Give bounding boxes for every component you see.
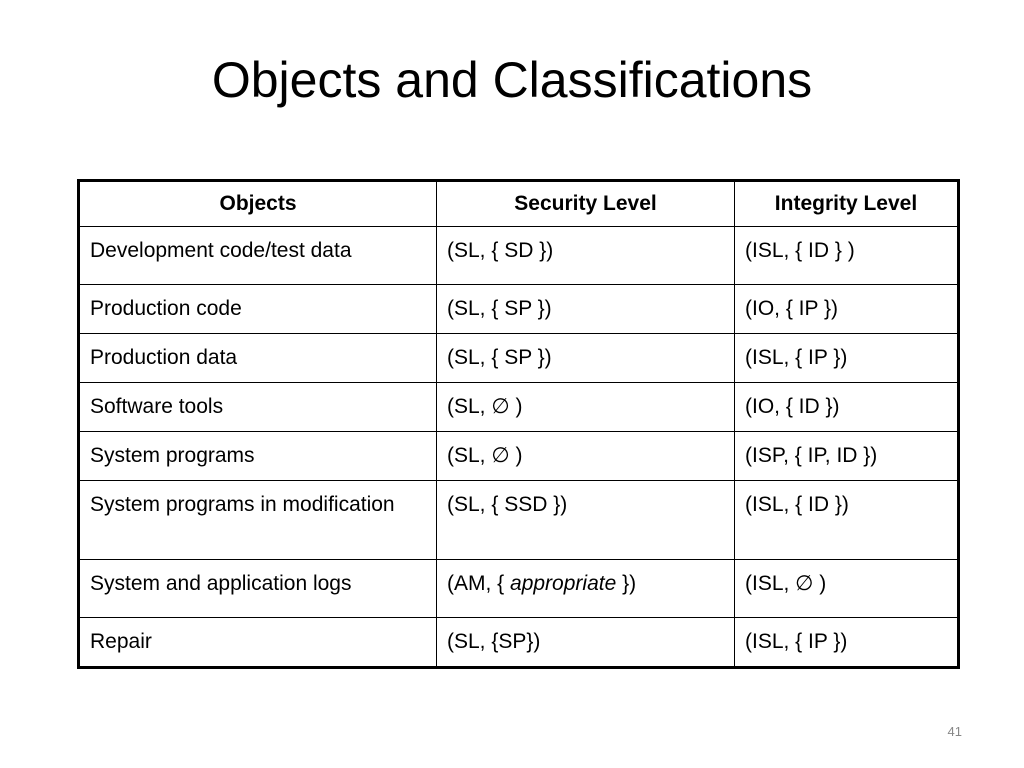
integrity-cell: (ISL, { IP }) — [735, 334, 959, 383]
security-cell: (SL, ∅ ) — [437, 383, 735, 432]
integrity-cell: (IO, { IP }) — [735, 285, 959, 334]
security-prefix: (AM, { — [447, 572, 511, 595]
object-cell: Production data — [79, 334, 437, 383]
table-row — [79, 560, 959, 618]
object-cell: Software tools — [79, 383, 437, 432]
integrity-cell: (ISL, ∅ ) — [735, 560, 959, 618]
table-row — [79, 285, 959, 334]
security-italic: appropriate — [510, 572, 617, 595]
integrity-cell: (ISP, { IP, ID }) — [735, 432, 959, 481]
table-row — [79, 334, 959, 383]
classification-table — [77, 179, 960, 669]
security-cell: (SL, {SP}) — [437, 618, 735, 668]
object-cell: System programs in modification — [79, 481, 437, 560]
table-row — [79, 227, 959, 285]
table-header-row — [79, 181, 959, 227]
security-cell: (SL, { SP }) — [437, 334, 735, 383]
object-cell: Development code/test data — [79, 227, 437, 285]
table-row — [79, 481, 959, 560]
header-security-level: Security Level — [437, 181, 735, 227]
integrity-cell: (ISL, { ID } ) — [735, 227, 959, 285]
security-cell: (SL, { SP }) — [437, 285, 735, 334]
object-cell: Production code — [79, 285, 437, 334]
security-suffix: }) — [616, 572, 637, 595]
page-number: 41 — [947, 724, 962, 739]
header-integrity-level: Integrity Level — [735, 181, 959, 227]
object-cell: Repair — [79, 618, 437, 668]
object-cell: System programs — [79, 432, 437, 481]
table-row — [79, 432, 959, 481]
slide-title: Objects and Classifications — [211, 52, 813, 108]
integrity-cell: (ISL, { ID }) — [735, 481, 959, 560]
security-cell: (SL, { SD }) — [437, 227, 735, 285]
security-cell: (SL, { SSD }) — [437, 481, 735, 560]
security-cell: (SL, ∅ ) — [437, 432, 735, 481]
table-row — [79, 383, 959, 432]
header-objects: Objects — [79, 181, 437, 227]
integrity-cell: (IO, { ID }) — [735, 383, 959, 432]
table-row — [79, 618, 959, 668]
object-cell: System and application logs — [79, 560, 437, 618]
security-cell — [437, 560, 735, 618]
integrity-cell: (ISL, { IP }) — [735, 618, 959, 668]
